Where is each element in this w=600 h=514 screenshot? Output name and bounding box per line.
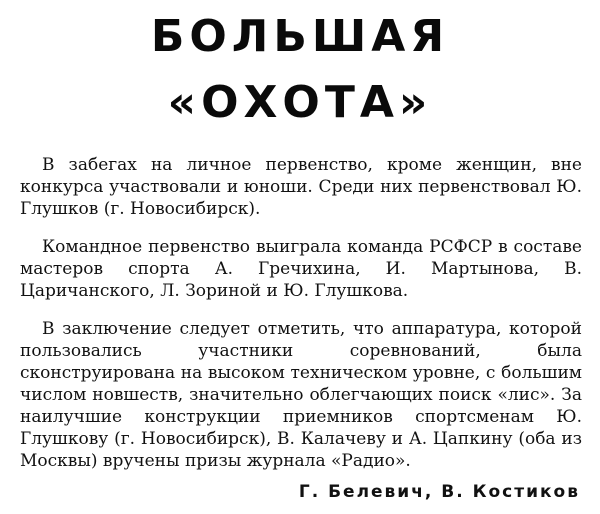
- headline-line-2: «ОХОТА»: [167, 77, 433, 128]
- headline-line-1: БОЛЬШАЯ: [150, 11, 450, 62]
- author-signature: Г. Белевич, В. Костиков: [298, 482, 580, 502]
- paragraph-team-results: Командное первенство выиграла команда РСФСР в составе мастеров спорта А. Гречихина, И. Мартынова, В. Царичанского, Л. Зориной и Ю. Глушкова.: [20, 237, 582, 301]
- paragraph-conclusion: В заключение следует отметить, что аппаратура, которой пользовались участники соревнований, была сконструирована на высоком техническом уровне, с большим числом новшеств, значительно облегчающих поиск «лис». За наилучшие конструкции приемников спортсменам Ю. Глушкову (г. Новосибирск), В. Калачеву и А. Цапкину (оба из Москвы) вручены призы журнала «Радио».: [20, 319, 582, 471]
- paragraph-individual-results: В забегах на личное первенство, кроме женщин, вне конкурса участвовали и юноши. Среди них первенствовал Ю. Глушков (г. Новосибирск).: [20, 155, 582, 219]
